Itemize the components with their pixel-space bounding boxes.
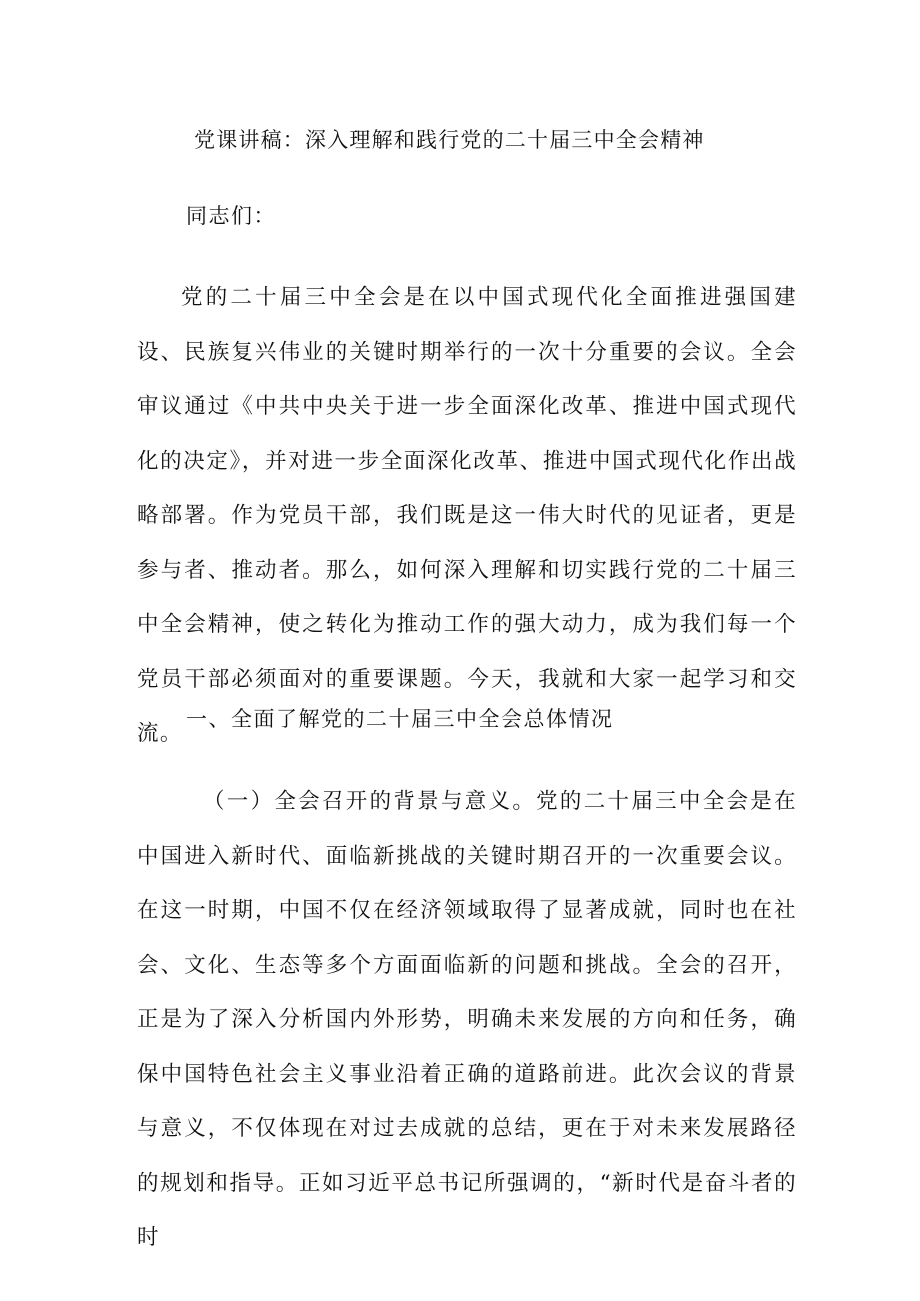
section-heading: 一、全面了解党的二十届三中全会总体情况 (186, 707, 614, 731)
paragraph-background: （一）全会召开的背景与意义。党的二十届三中全会是在中国进入新时代、面临新挑战的关键时期召开的一次重要会议。在这一时期，中国不仅在经济领域取得了显著成就，同时也在社会、文化、生态等多个方面面临新的问题和挑战。全会的召开，正是为了深入分析国内外形势，明确未来发展的方向和任务，确保中国特色社会主义事业沿着正确的道路前进。此次会议的背景与意义，不仅体现在对过去成就的总结，更在于对未来发展路径的规划和指导。正如习近平总书记所强调的，“新时代是奋斗者的时 (137, 789, 797, 1250)
paragraph-intro: 党的二十届三中全会是在以中国式现代化全面推进强国建设、民族复兴伟业的关键时期举行的一次十分重要的会议。全会审议通过《中共中央关于进一步全面深化改革、推进中国式现代化的决定》，并对进一步全面深化改革、推进中国式现代化作出战略部署。作为党员干部，我们既是这一伟大时代的见证者，更是参与者、推动者。那么，如何深入理解和切实践行党的二十届三中全会精神，使之转化为推动工作的强大动力，成为我们每一个党员干部必须面对的重要课题。今天，我就和大家一起学习和交流。 (137, 285, 797, 746)
salutation: 同志们： (186, 204, 276, 228)
document-title: 党课讲稿：深入理解和践行党的二十届三中全会精神 (194, 128, 705, 152)
